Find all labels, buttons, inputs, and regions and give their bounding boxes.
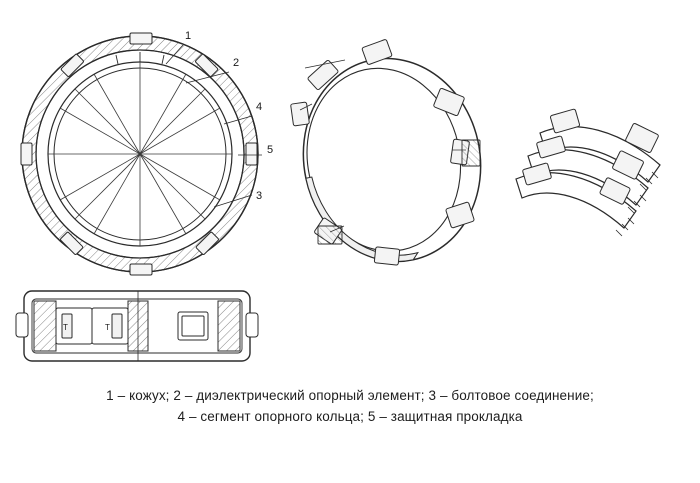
- callout-3: 3: [256, 190, 263, 202]
- front-view-radial-lines: [48, 62, 232, 246]
- callout-2: 2: [233, 57, 240, 69]
- section-mark-left: T: [63, 323, 68, 332]
- section-mark-right: T: [105, 323, 110, 332]
- section-view: [16, 291, 258, 361]
- front-view: [21, 30, 273, 275]
- callout-1: 1: [185, 30, 192, 42]
- caption-line-1: 1 – кожух; 2 – диэлектрический опорный элемент; 3 – болтовое соединение;: [106, 388, 594, 403]
- figure-caption: [0, 386, 700, 428]
- caption-line-2: 4 – сегмент опорного кольца; 5 – защитная прокладка: [177, 408, 523, 424]
- callout-4: 4: [256, 101, 263, 113]
- callout-5: 5: [267, 144, 274, 156]
- segments-view: [516, 109, 660, 236]
- isometric-view: [285, 39, 500, 278]
